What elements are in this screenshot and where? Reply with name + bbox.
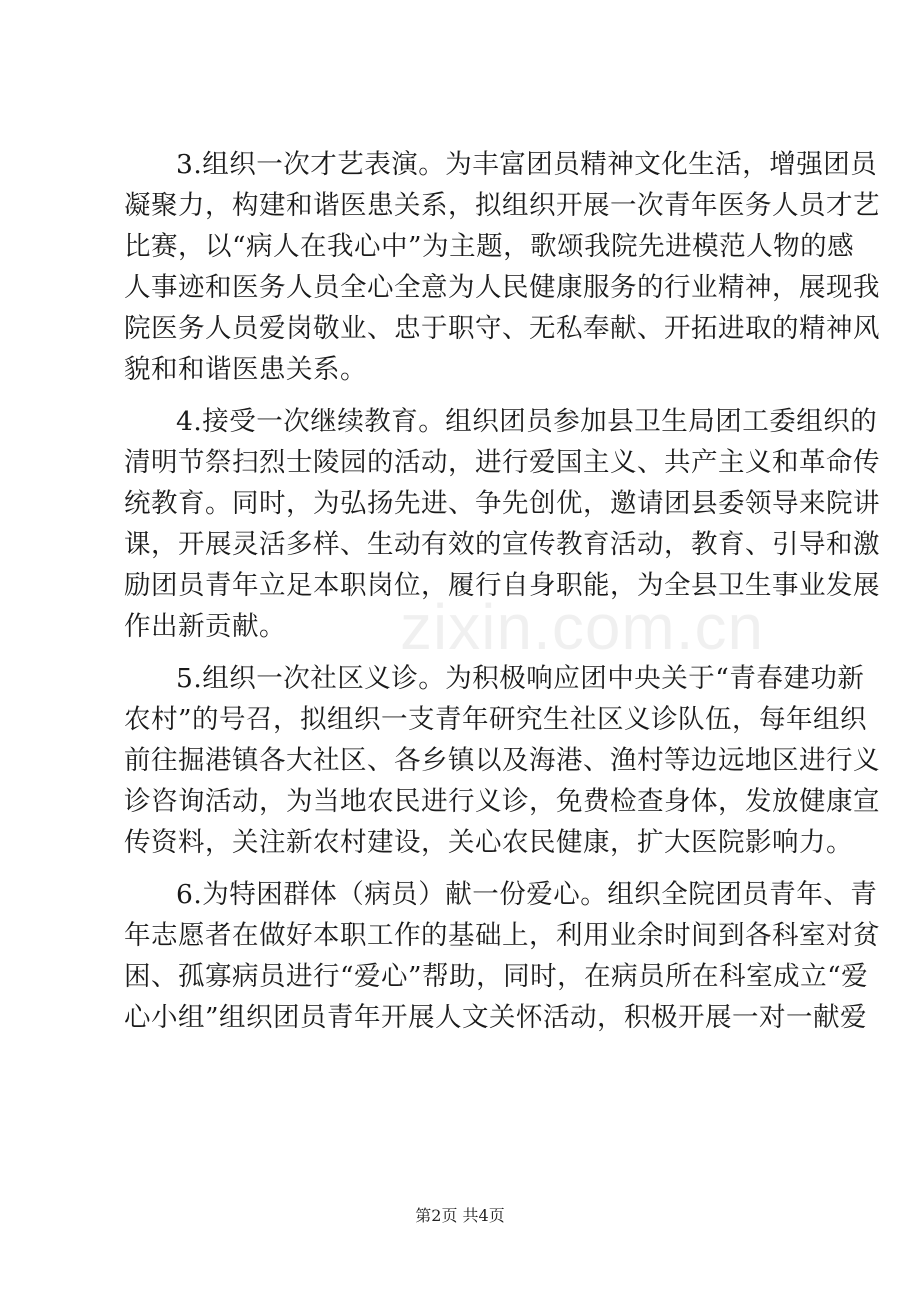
page-footer: 第2页 共4页 (415, 1206, 505, 1225)
paragraph-line: 6.为特困群体（病员）献一份爱心。组织全院团员青年、青 (176, 879, 878, 910)
paragraph-line: 心小组”组织团员青年开展人文关怀活动，积极开展一对一献爱 (124, 1002, 868, 1033)
paragraph-line: 比赛，以“病人在我心中”为主题，歌颂我院先进模范人物的感 (124, 231, 855, 262)
watermark: zixin.com.cn (400, 591, 765, 663)
paragraph-line: 课，开展灵活多样、生动有效的宣传教育活动，教育、引导和激 (124, 529, 880, 560)
paragraph-line: 院医务人员爱岗敬业、忠于职守、无私奉献、开拓进取的精神风 (124, 313, 880, 344)
paragraph-line: 前往掘港镇各大社区、各乡镇以及海港、渔村等边远地区进行义 (124, 745, 880, 776)
paragraph-4 (124, 401, 880, 647)
paragraph-line: 5.组织一次社区义诊。为积极响应团中央关于“青春建功新 (176, 663, 865, 694)
paragraph-5 (124, 658, 880, 863)
paragraph-line: 作出新贡献。 (124, 611, 286, 642)
paragraph-line: 貌和和谐医患关系。 (124, 354, 367, 385)
paragraph-line: 励团员青年立足本职岗位，履行自身职能，为全县卫生事业发展 (124, 570, 880, 601)
body-text (124, 144, 880, 1038)
paragraph-line: 诊咨询活动，为当地农民进行义诊，免费检查身体，发放健康宣 (124, 786, 880, 817)
paragraph-line: 4.接受一次继续教育。组织团员参加县卫生局团工委组织的 (176, 406, 878, 437)
paragraph-line: 人事迹和医务人员全心全意为人民健康服务的行业精神，展现我 (124, 272, 880, 303)
paragraph-line: 统教育。同时，为弘扬先进、争先创优，邀请团县委领导来院讲 (124, 488, 880, 519)
paragraph-line: 3.组织一次才艺表演。为丰富团员精神文化生活，增强团员 (176, 149, 878, 180)
paragraph-line: 传资料，关注新农村建设，关心农民健康，扩大医院影响力。 (124, 827, 853, 858)
paragraph-line: 凝聚力，构建和谐医患关系，拟组织开展一次青年医务人员才艺 (124, 190, 880, 221)
paragraph-6 (124, 874, 880, 1038)
paragraph-line: 年志愿者在做好本职工作的基础上，利用业余时间到各科室对贫 (124, 920, 880, 951)
paragraph-line: 困、孤寡病员进行“爱心”帮助，同时，在病员所在科室成立“爱 (124, 961, 869, 992)
paragraph-3 (124, 144, 880, 390)
paragraph-line: 农村”的号召，拟组织一支青年研究生社区义诊队伍，每年组织 (124, 704, 868, 735)
paragraph-line: 清明节祭扫烈士陵园的活动，进行爱国主义、共产主义和革命传 (124, 447, 880, 478)
